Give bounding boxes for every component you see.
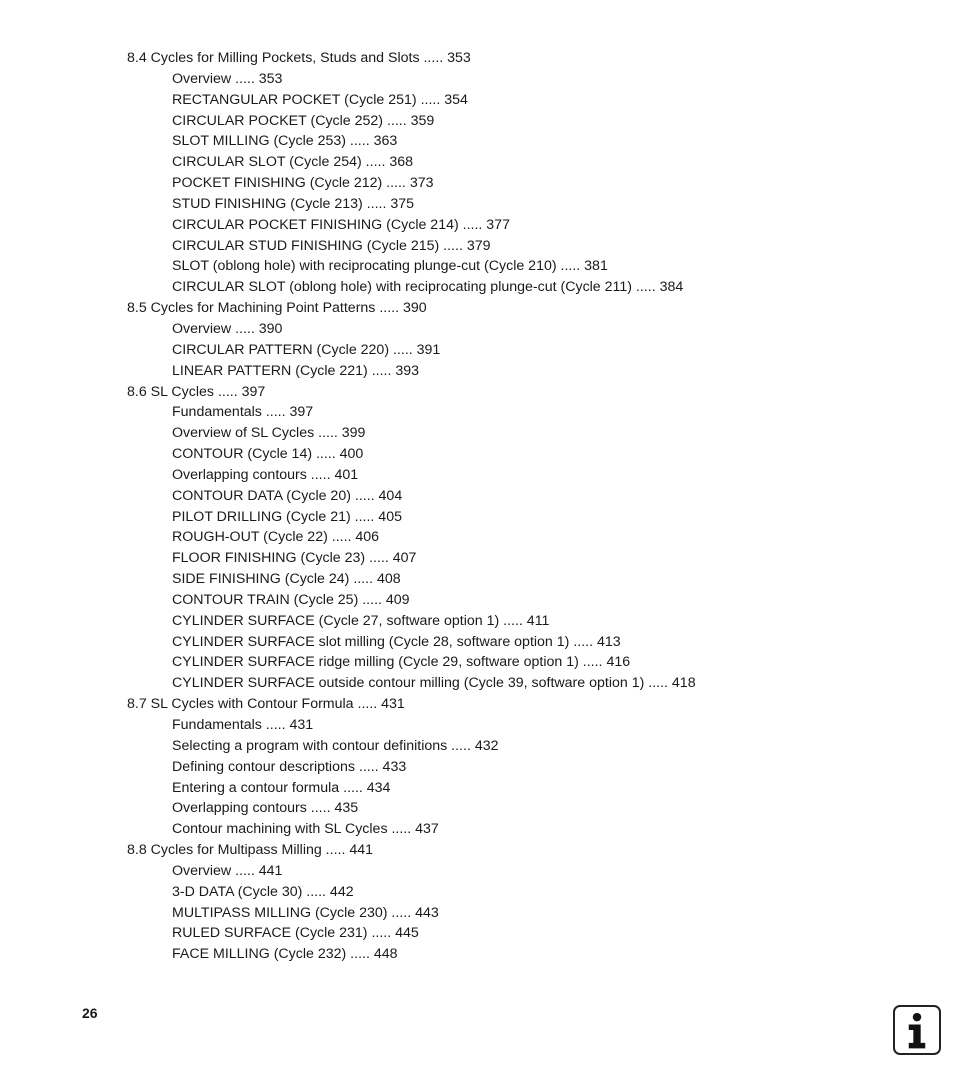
toc-subsection-entry: Fundamentals ..... 397	[172, 404, 314, 421]
toc-subsection-entry: Selecting a program with contour definitions ..... 432	[172, 737, 499, 754]
toc-section-entry: 8.6 SL Cycles ..... 397	[127, 383, 266, 400]
toc-subsection-entry: 3-D DATA (Cycle 30) ..... 442	[172, 883, 354, 900]
toc-subsection-entry: Overview ..... 353	[172, 70, 283, 87]
toc-subsection-entry: FACE MILLING (Cycle 232) ..... 448	[172, 946, 398, 963]
toc-subsection-entry: Overview ..... 390	[172, 320, 283, 337]
toc-subsection-entry: POCKET FINISHING (Cycle 212) ..... 373	[172, 175, 434, 192]
toc-section-entry: 8.5 Cycles for Machining Point Patterns ..... 390	[127, 300, 427, 317]
toc-subsection-entry: MULTIPASS MILLING (Cycle 230) ..... 443	[172, 904, 439, 921]
toc-subsection-entry: Overview ..... 441	[172, 862, 283, 879]
toc-subsection-entry: CYLINDER SURFACE outside contour milling (Cycle 39, software option 1) ..... 418	[172, 675, 696, 692]
toc-subsection-entry: CIRCULAR PATTERN (Cycle 220) ..... 391	[172, 341, 441, 358]
toc-subsection-entry: Entering a contour formula ..... 434	[172, 779, 391, 796]
toc-subsection-entry: RULED SURFACE (Cycle 231) ..... 445	[172, 925, 419, 942]
toc-subsection-entry: Fundamentals ..... 431	[172, 717, 314, 733]
toc-subsection-entry: CYLINDER SURFACE slot milling (Cycle 28, software option 1) ..... 413	[172, 633, 621, 650]
toc-subsection-entry: CIRCULAR SLOT (Cycle 254) ..... 368	[172, 154, 414, 171]
toc-subsection-entry: CIRCULAR POCKET FINISHING (Cycle 214) ..... 377	[172, 216, 510, 233]
toc-subsection-entry: CONTOUR TRAIN (Cycle 25) ..... 409	[172, 591, 410, 608]
toc-subsection-entry: SLOT (oblong hole) with reciprocating plunge-cut (Cycle 210) ..... 381	[172, 258, 608, 275]
toc-section-entry: 8.4 Cycles for Milling Pockets, Studs and Slots ..... 353	[127, 50, 471, 66]
page-number: 26	[82, 1005, 98, 1021]
toc-subsection-entry: PILOT DRILLING (Cycle 21) ..... 405	[172, 508, 402, 525]
toc-subsection-entry: CYLINDER SURFACE ridge milling (Cycle 29, software option 1) ..... 416	[172, 654, 631, 671]
toc-subsection-entry: CIRCULAR POCKET (Cycle 252) ..... 359	[172, 112, 435, 129]
toc-subsection-entry: Overlapping contours ..... 435	[172, 800, 359, 817]
toc-subsection-entry: CIRCULAR SLOT (oblong hole) with reciprocating plunge-cut (Cycle 211) ..... 384	[172, 279, 684, 296]
toc-subsection-entry: Contour machining with SL Cycles ..... 437	[172, 821, 439, 838]
toc-subsection-entry: RECTANGULAR POCKET (Cycle 251) ..... 354	[172, 91, 468, 108]
toc-subsection-entry: ROUGH-OUT (Cycle 22) ..... 406	[172, 529, 380, 546]
toc-section-entry: 8.8 Cycles for Multipass Milling ..... 441	[127, 842, 374, 859]
toc-subsection-entry: CIRCULAR STUD FINISHING (Cycle 215) ..... 379	[172, 237, 491, 254]
toc-subsection-entry: CYLINDER SURFACE (Cycle 27, software option 1) ..... 411	[172, 612, 550, 629]
toc-subsection-entry: CONTOUR DATA (Cycle 20) ..... 404	[172, 487, 403, 504]
table-of-contents	[127, 48, 887, 965]
toc-subsection-entry: SIDE FINISHING (Cycle 24) ..... 408	[172, 571, 401, 588]
info-icon	[893, 1005, 941, 1055]
toc-subsection-entry: Overview of SL Cycles ..... 399	[172, 425, 366, 442]
toc-subsection-entry: Defining contour descriptions ..... 433	[172, 758, 407, 775]
toc-subsection-entry: CONTOUR (Cycle 14) ..... 400	[172, 446, 364, 463]
toc-subsection-entry: FLOOR FINISHING (Cycle 23) ..... 407	[172, 550, 417, 567]
toc-subsection-entry: STUD FINISHING (Cycle 213) ..... 375	[172, 195, 415, 212]
toc-section-entry: 8.7 SL Cycles with Contour Formula ..... 431	[127, 696, 405, 713]
toc-subsection-entry: LINEAR PATTERN (Cycle 221) ..... 393	[172, 362, 420, 379]
toc-subsection-entry: SLOT MILLING (Cycle 253) ..... 363	[172, 133, 398, 150]
toc-subsection-entry: Overlapping contours ..... 401	[172, 466, 359, 483]
